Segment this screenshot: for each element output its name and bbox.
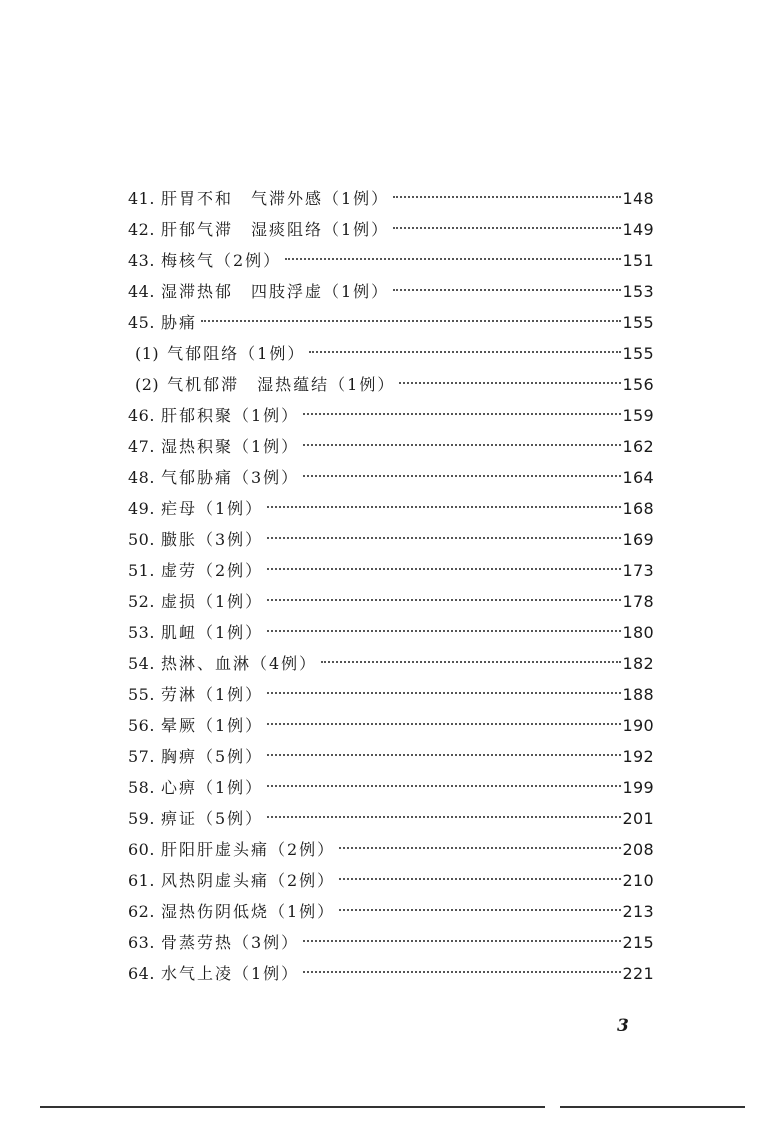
entry-title: 虚损（1例） <box>160 592 264 611</box>
entry-number: 61. <box>128 871 155 890</box>
entry-page: 149 <box>622 220 654 239</box>
dot-leader <box>285 258 620 260</box>
entry-page: 180 <box>622 623 654 642</box>
entry-title: 劳淋（1例） <box>160 685 264 704</box>
toc-subentry <box>128 338 654 369</box>
dot-leader <box>267 785 620 787</box>
entry-page: 188 <box>622 685 654 704</box>
dot-leader <box>267 723 620 725</box>
toc-entry <box>128 803 654 834</box>
toc-entry <box>128 927 654 958</box>
dot-leader <box>303 444 620 446</box>
entry-title: 肌衄（1例） <box>160 623 264 642</box>
dot-leader <box>339 878 620 880</box>
entry-title: 湿热积聚（1例） <box>160 437 300 456</box>
entry-number: 59. <box>128 809 155 828</box>
toc-entry <box>128 307 654 338</box>
dot-leader <box>267 692 620 694</box>
entry-number: 64. <box>128 964 155 983</box>
toc-entry <box>128 617 654 648</box>
entry-page: 192 <box>622 747 654 766</box>
toc-entry <box>128 710 654 741</box>
entry-title: 水气上凌（1例） <box>160 964 300 983</box>
entry-title: 热淋、血淋（4例） <box>160 654 318 673</box>
toc-entry <box>128 276 654 307</box>
entry-number: 47. <box>128 437 155 456</box>
dot-leader <box>321 661 620 663</box>
bottom-rule-right <box>560 1106 745 1108</box>
page-number: 3 <box>617 1016 629 1036</box>
dot-leader <box>267 754 620 756</box>
entry-title: 肝郁气滞 湿痰阻络（1例） <box>160 220 390 239</box>
entry-page: 169 <box>622 530 654 549</box>
entry-page: 155 <box>622 313 654 332</box>
toc-entry <box>128 586 654 617</box>
entry-number: 51. <box>128 561 155 580</box>
toc-entry <box>128 183 654 214</box>
toc-entry <box>128 245 654 276</box>
entry-title: 胸痹（5例） <box>160 747 264 766</box>
entry-page: 151 <box>622 251 654 270</box>
entry-number: 55. <box>128 685 155 704</box>
entry-title: 骨蒸劳热（3例） <box>160 933 300 952</box>
dot-leader <box>267 630 620 632</box>
toc-subentry <box>128 369 654 400</box>
entry-number: 54. <box>128 654 155 673</box>
toc-entry <box>128 648 654 679</box>
entry-title: 气郁阻络（1例） <box>167 344 306 363</box>
entry-title: 梅核气（2例） <box>160 251 282 270</box>
entry-page: 168 <box>622 499 654 518</box>
entry-number: 53. <box>128 623 155 642</box>
dot-leader <box>399 382 620 384</box>
entry-number: 44. <box>128 282 155 301</box>
entry-number: 41. <box>128 189 155 208</box>
entry-title: 湿滞热郁 四肢浮虚（1例） <box>160 282 390 301</box>
entry-page: 173 <box>622 561 654 580</box>
entry-number: 48. <box>128 468 155 487</box>
dot-leader <box>339 847 620 849</box>
entry-title: 痹证（5例） <box>160 809 264 828</box>
entry-page: 153 <box>622 282 654 301</box>
toc-entry <box>128 896 654 927</box>
entry-title: 气机郁滞 湿热蕴结（1例） <box>167 375 396 394</box>
entry-page: 164 <box>622 468 654 487</box>
dot-leader <box>393 196 620 198</box>
entry-title: 湿热伤阴低烧（1例） <box>160 902 336 921</box>
dot-leader <box>303 940 620 942</box>
toc-entry <box>128 524 654 555</box>
toc-entry <box>128 958 654 989</box>
dot-leader <box>393 227 620 229</box>
entry-page: 210 <box>622 871 654 890</box>
toc-entry <box>128 772 654 803</box>
toc-entry <box>128 462 654 493</box>
entry-number: 42. <box>128 220 155 239</box>
table-of-contents <box>128 183 654 989</box>
entry-number: 56. <box>128 716 155 735</box>
entry-page: 208 <box>622 840 654 859</box>
entry-title: 晕厥（1例） <box>160 716 264 735</box>
toc-entry <box>128 679 654 710</box>
entry-page: 190 <box>622 716 654 735</box>
entry-title: 风热阴虚头痛（2例） <box>160 871 336 890</box>
entry-page: 201 <box>622 809 654 828</box>
toc-entry <box>128 741 654 772</box>
entry-page: 159 <box>622 406 654 425</box>
toc-entry <box>128 400 654 431</box>
entry-page: 215 <box>622 933 654 952</box>
dot-leader <box>339 909 620 911</box>
entry-number: (2) <box>135 375 160 394</box>
entry-page: 213 <box>622 902 654 921</box>
entry-page: 148 <box>622 189 654 208</box>
entry-title: 疟母（1例） <box>160 499 264 518</box>
dot-leader <box>267 816 620 818</box>
entry-page: 199 <box>622 778 654 797</box>
entry-number: 60. <box>128 840 155 859</box>
dot-leader <box>393 289 620 291</box>
entry-title: 虚劳（2例） <box>160 561 264 580</box>
entry-number: 58. <box>128 778 155 797</box>
dot-leader <box>267 599 620 601</box>
bottom-rule-left <box>40 1106 545 1108</box>
dot-leader <box>267 506 620 508</box>
dot-leader <box>303 971 620 973</box>
entry-number: 43. <box>128 251 155 270</box>
entry-number: 45. <box>128 313 155 332</box>
entry-page: 182 <box>622 654 654 673</box>
entry-title: 臌胀（3例） <box>160 530 264 549</box>
entry-title: 肝阳肝虚头痛（2例） <box>160 840 336 859</box>
entry-number: 49. <box>128 499 155 518</box>
entry-page: 156 <box>622 375 654 394</box>
entry-number: 46. <box>128 406 155 425</box>
toc-entry <box>128 493 654 524</box>
entry-title: 肝郁积聚（1例） <box>160 406 300 425</box>
dot-leader <box>267 537 620 539</box>
toc-entry <box>128 834 654 865</box>
entry-page: 178 <box>622 592 654 611</box>
entry-number: 62. <box>128 902 155 921</box>
entry-number: (1) <box>135 344 160 363</box>
entry-number: 52. <box>128 592 155 611</box>
toc-entry <box>128 865 654 896</box>
entry-title: 气郁胁痛（3例） <box>160 468 300 487</box>
dot-leader <box>201 320 621 322</box>
dot-leader <box>303 413 620 415</box>
entry-page: 155 <box>622 344 654 363</box>
entry-title: 肝胃不和 气滞外感（1例） <box>160 189 390 208</box>
toc-entry <box>128 431 654 462</box>
entry-number: 57. <box>128 747 155 766</box>
entry-number: 63. <box>128 933 155 952</box>
entry-page: 162 <box>622 437 654 456</box>
toc-entry <box>128 555 654 586</box>
entry-title: 胁痛 <box>160 313 197 332</box>
entry-title: 心痹（1例） <box>160 778 264 797</box>
toc-entry <box>128 214 654 245</box>
dot-leader <box>309 351 620 353</box>
dot-leader <box>303 475 620 477</box>
entry-page: 221 <box>622 964 654 983</box>
entry-number: 50. <box>128 530 155 549</box>
dot-leader <box>267 568 620 570</box>
